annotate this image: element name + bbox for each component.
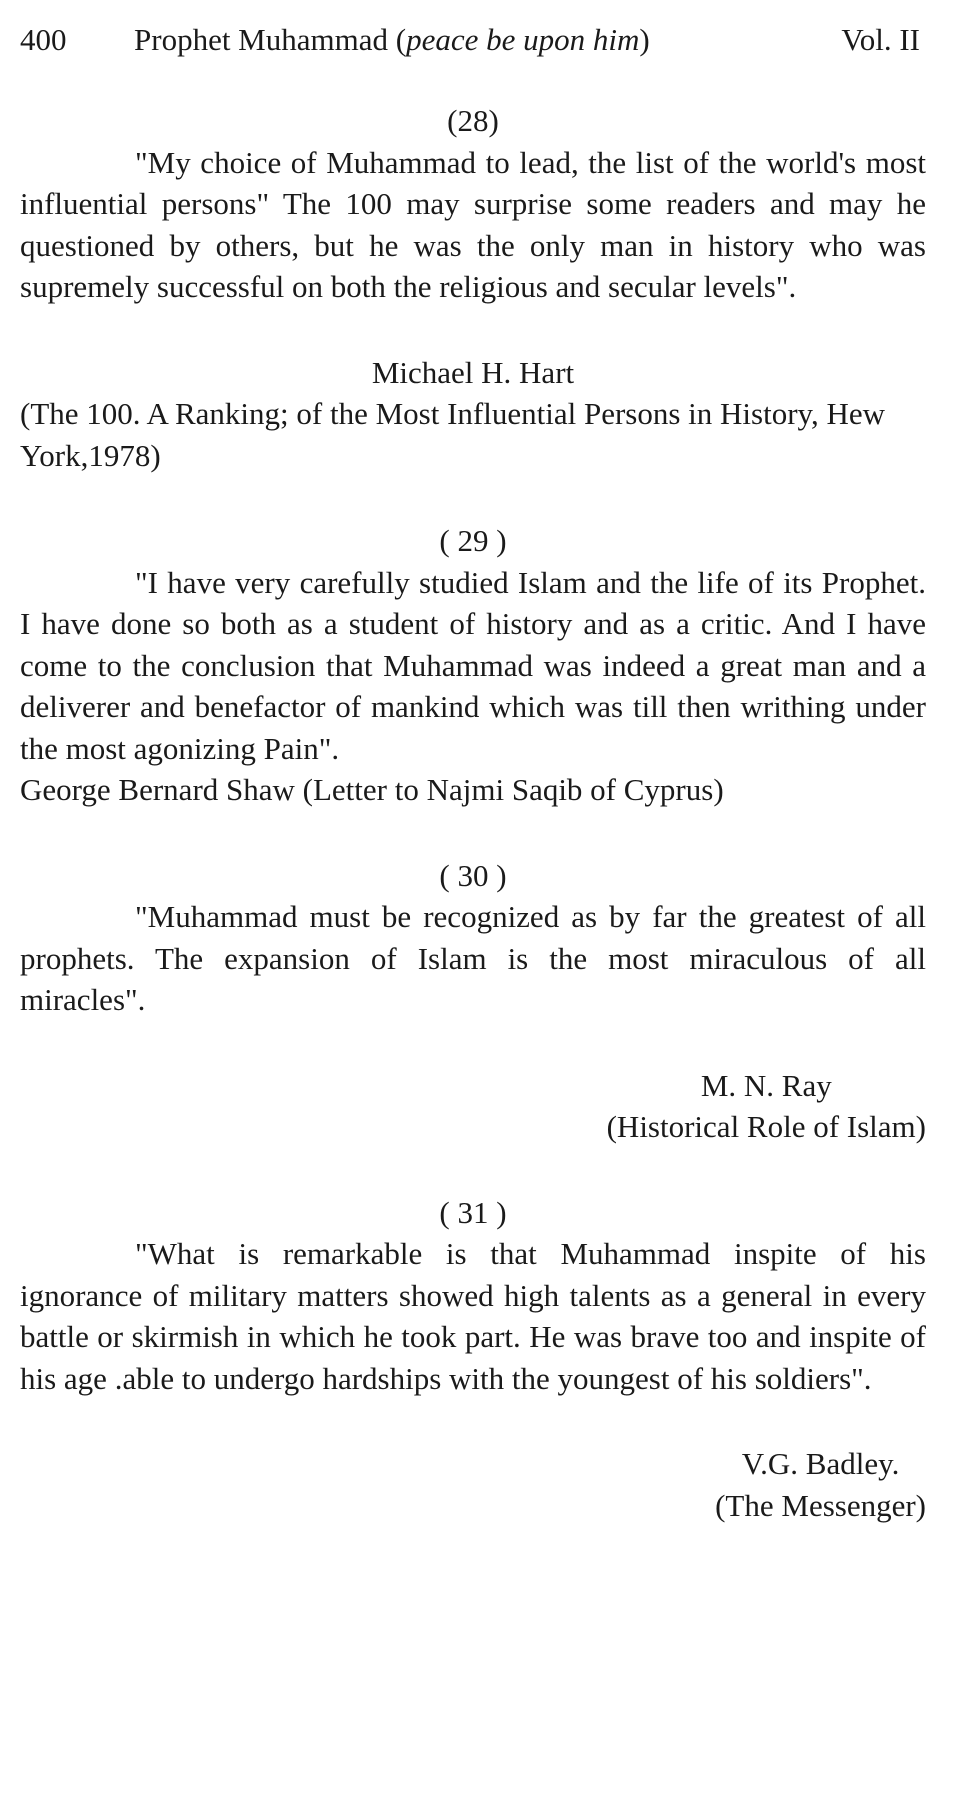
quote-author: V.G. Badley.: [741, 1446, 900, 1481]
quote-number: ( 30 ): [439, 857, 507, 893]
quote-author: Michael H. Hart: [371, 354, 575, 390]
quote-number: (28): [447, 103, 499, 138]
quote-text: "My choice of Muhammad to lead, the list of the world's most influential persons" The 100 may surprise some readers and may he questioned by others, but he was the only man in history who was supremely successful on both the religious and secular levels".: [20, 144, 926, 304]
quote-block: [20, 100, 926, 476]
volume-label: Vol. II: [841, 22, 920, 57]
book-title-italic: peace be upon him: [406, 22, 640, 57]
quote-source: (The 100. A Ranking; of the Most Influential Persons in History, Hew York,1978): [20, 396, 886, 473]
quote-block: [20, 1192, 926, 1527]
quote-number: ( 31 ): [439, 1194, 507, 1230]
quote-author: M. N. Ray: [700, 1067, 832, 1103]
book-title-main: Prophet Muhammad (: [134, 22, 407, 57]
quote-block: [20, 855, 926, 1148]
quote-number: ( 29 ): [439, 523, 507, 558]
book-title: [134, 20, 650, 60]
quote-text: "I have very carefully studied Islam and the life of its Prophet. I have done so both as a student of history and as a critic. And I have come to the conclusion that Muhammad was indeed a great man and a deliverer and benefactor of mankind which was till then writhing under the most agonizing Pain".: [20, 564, 926, 766]
quote-block: [20, 520, 926, 811]
page-body: [20, 100, 926, 1526]
quote-text: "What is remarkable is that Muhammad inspite of his ignorance of military matters showed high talents as a general in every battle or skirmish in which he took part. He was brave too and inspite of his age .able to undergo hardships with the youngest of his soldiers".: [20, 1236, 926, 1396]
page-number: 400: [20, 22, 67, 57]
quote-author: George Bernard Shaw (Letter to Najmi Saqib of Cyprus): [20, 772, 724, 807]
quote-source: (The Messenger): [715, 1487, 926, 1523]
running-header: [20, 20, 920, 60]
quote-attribution: [607, 1065, 926, 1148]
book-title-end: ): [639, 22, 650, 57]
quote-attribution: [715, 1443, 926, 1526]
quote-text: "Muhammad must be recognized as by far the greatest of all prophets. The expansion of Islam is the most miraculous of all miracles".: [20, 899, 926, 1017]
quote-source: (Historical Role of Islam): [606, 1109, 926, 1144]
